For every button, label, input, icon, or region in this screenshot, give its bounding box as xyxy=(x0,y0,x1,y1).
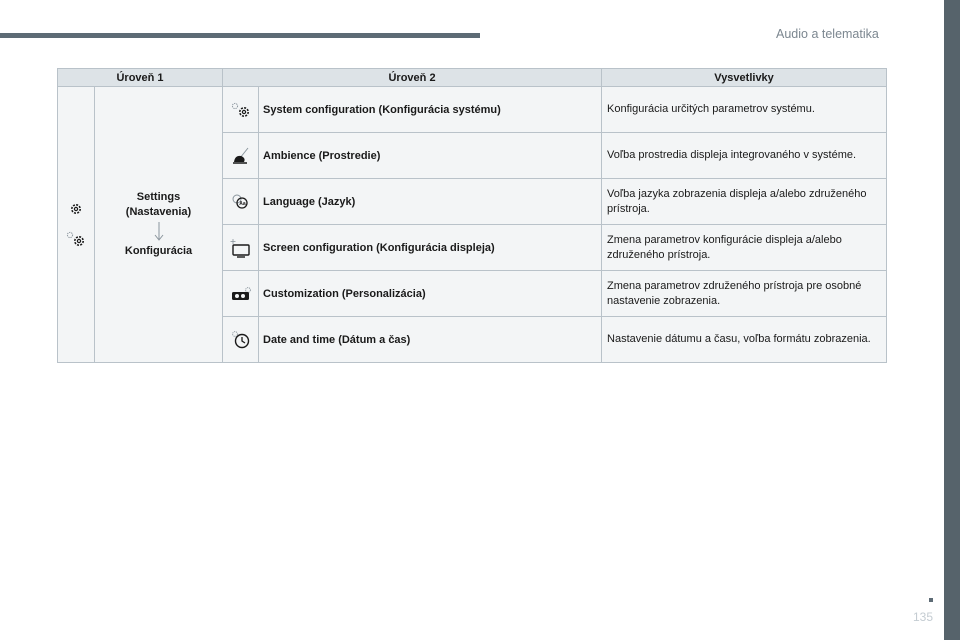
description: Zmena parametrov združeného prístroja pre osobné nastavenie zobrazenia. xyxy=(602,271,887,317)
description: Konfigurácia určitých parametrov systému. xyxy=(602,87,887,133)
date-time-icon xyxy=(223,317,259,363)
configuration-label: Konfigurácia xyxy=(124,245,193,257)
level2-label: Ambience (Prostredie) xyxy=(259,133,602,179)
level2-label: Customization (Personalizácia) xyxy=(259,271,602,317)
svg-text:Aa: Aa xyxy=(238,200,246,207)
arrow-down-icon xyxy=(95,222,222,242)
description: Voľba prostredia displeja integrovaného v systéme. xyxy=(602,133,887,179)
level2-label: Language (Jazyk) xyxy=(259,179,602,225)
column-header-level1: Úroveň 1 xyxy=(58,69,223,87)
top-accent-bar xyxy=(0,33,480,38)
description: Voľba jazyka zobrazenia displeja a/alebo združeného prístroja. xyxy=(602,179,887,225)
settings-title-translation: (Nastavenia) xyxy=(125,206,192,218)
system-config-icon xyxy=(223,87,259,133)
page-edge-strip xyxy=(944,0,960,640)
section-title: Audio a telematika xyxy=(776,27,879,41)
level1-settings-cell xyxy=(95,87,223,363)
language-icon xyxy=(223,179,259,225)
page-number: 135 xyxy=(913,610,934,624)
settings-gear-icon xyxy=(69,202,83,214)
ambience-icon xyxy=(223,133,259,179)
column-header-description: Vysvetlivky xyxy=(602,69,887,87)
screen-config-icon xyxy=(223,225,259,271)
settings-gears-icon xyxy=(65,232,87,244)
level2-label: System configuration (Konfigurácia systému) xyxy=(259,87,602,133)
level2-label: Screen configuration (Konfigurácia displeja) xyxy=(259,225,602,271)
settings-title: Settings xyxy=(136,191,181,203)
level1-icon-cell xyxy=(58,87,95,363)
table-row xyxy=(58,87,887,133)
level2-label: Date and time (Dátum a čas) xyxy=(259,317,602,363)
page-marker-dot xyxy=(929,598,933,602)
description: Nastavenie dátumu a času, voľba formátu zobrazenia. xyxy=(602,317,887,363)
column-header-level2: Úroveň 2 xyxy=(223,69,602,87)
table-header-row xyxy=(58,69,887,87)
description: Zmena parametrov konfigurácie displeja a/alebo združeného prístroja. xyxy=(602,225,887,271)
settings-menu-table xyxy=(57,68,887,363)
customization-icon xyxy=(223,271,259,317)
